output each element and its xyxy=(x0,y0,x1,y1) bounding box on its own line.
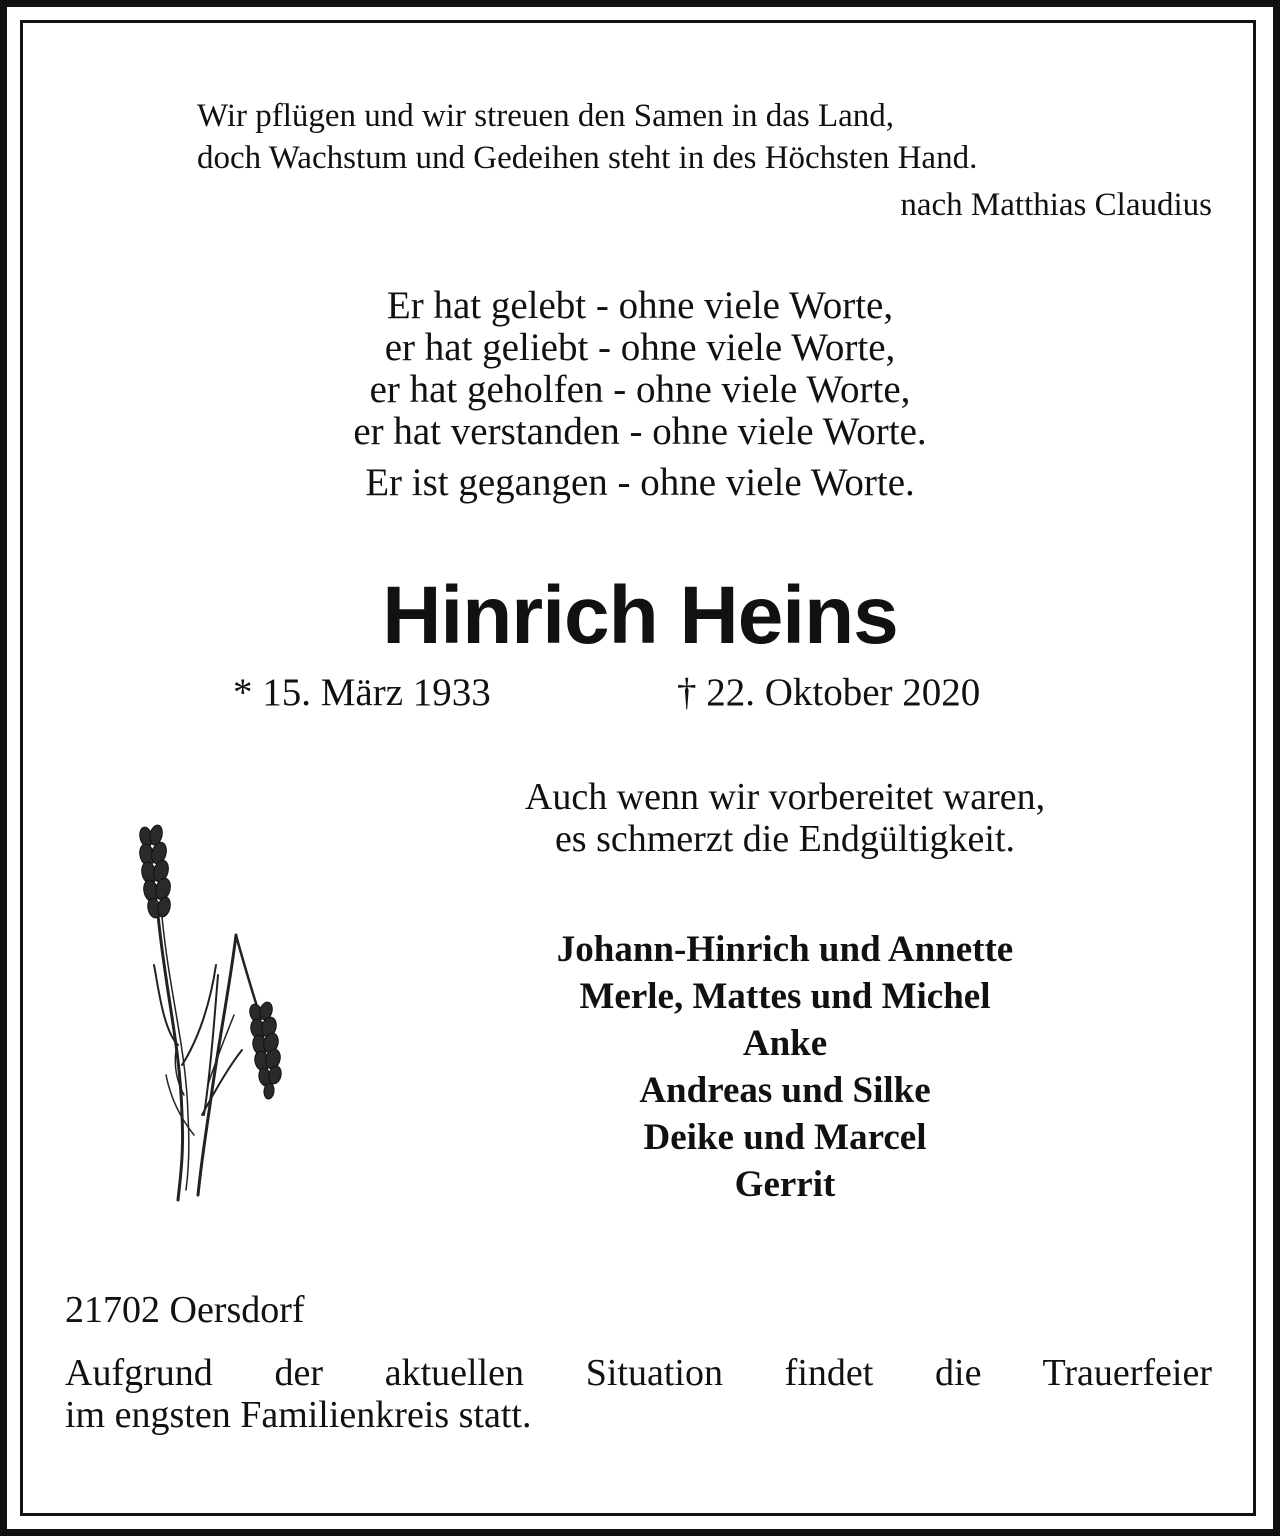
mourner-name: Anke xyxy=(742,1023,828,1064)
consolation-line: es schmerzt die Endgültigkeit. xyxy=(554,818,1016,860)
consolation-line: Auch wenn wir vorbereitet waren, xyxy=(524,776,1046,818)
place-of-residence: 21702 Oersdorf xyxy=(65,1289,305,1331)
death-date: † 22. Oktober 2020 xyxy=(677,671,981,714)
mourner-name: Merle, Mattes und Michel xyxy=(579,976,991,1017)
motto-attribution: nach Matthias Claudius xyxy=(900,187,1212,223)
mourner-name: Gerrit xyxy=(734,1164,836,1205)
motto-line-1: Wir pflügen und wir streuen den Samen in das Land, xyxy=(197,98,894,134)
consolation-text xyxy=(430,776,1140,860)
funeral-notice xyxy=(65,1352,1212,1436)
mourner-name: Johann-Hinrich und Annette xyxy=(556,929,1014,970)
motto-line-2: doch Wachstum und Gedeihen steht in des Höchsten Hand. xyxy=(197,140,978,176)
poem-line: er hat geholfen - ohne viele Worte, xyxy=(369,368,911,411)
funeral-notice-line: Aufgrund der aktuellen Situation findet die Trauerfeier xyxy=(65,1352,1212,1394)
poem xyxy=(0,285,1280,453)
deceased-name: Hinrich Heins xyxy=(382,570,898,661)
poem-line: Er hat gelebt - ohne viele Worte, xyxy=(386,284,894,327)
birth-date: * 15. März 1933 xyxy=(233,671,491,714)
poem-line: er hat geliebt - ohne viele Worte, xyxy=(384,326,896,369)
mourner-name: Deike und Marcel xyxy=(643,1117,927,1158)
poem-line: er hat verstanden - ohne viele Worte. xyxy=(353,410,927,453)
funeral-notice-line: im engsten Familienkreis statt. xyxy=(65,1394,532,1436)
poem-final-line: Er ist gegangen - ohne viele Worte. xyxy=(365,461,915,504)
wheat-ears-icon xyxy=(118,815,298,1210)
mourner-name: Andreas und Silke xyxy=(639,1070,931,1111)
mourners-list xyxy=(430,926,1140,1208)
